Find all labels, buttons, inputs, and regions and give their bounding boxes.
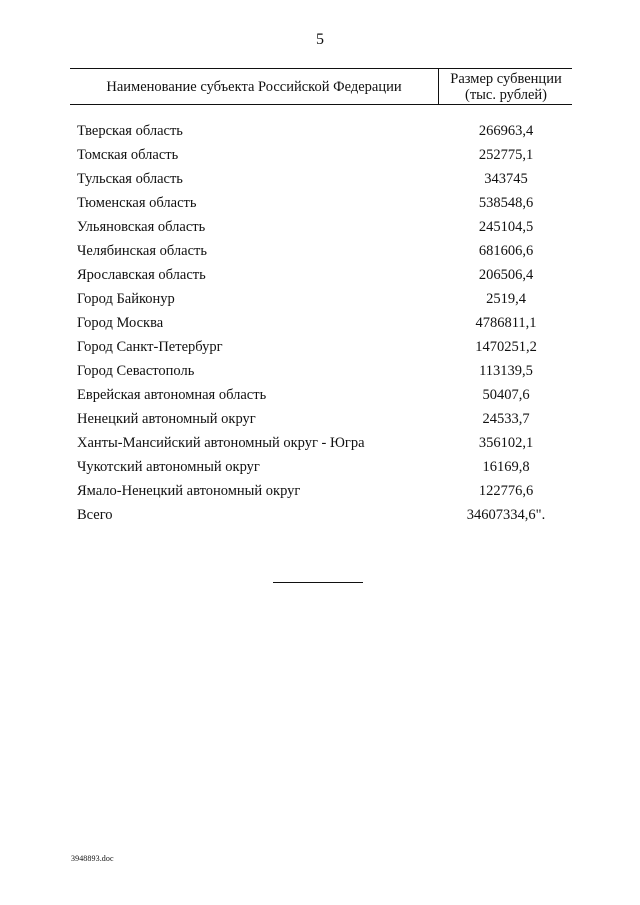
subvention-value: 2519,4 (486, 291, 526, 307)
table-row (0, 312, 640, 336)
table-row (0, 168, 640, 192)
region-name: Еврейская автономная область (77, 387, 267, 403)
region-name: Тверская область (77, 123, 183, 139)
region-name: Город Москва (77, 315, 164, 331)
region-name: Тульская область (77, 171, 183, 187)
region-name: Ханты-Мансийский автономный округ - Югра (77, 435, 365, 451)
total-label: Всего (77, 507, 113, 523)
header-value-line2: (тыс. рублей) (465, 87, 547, 103)
table-row (0, 336, 640, 360)
region-name: Ярославская область (77, 267, 206, 283)
table-row (0, 144, 640, 168)
subvention-value: 4786811,1 (475, 315, 537, 331)
table-row-total (0, 504, 640, 528)
table-row (0, 360, 640, 384)
table-row (0, 216, 640, 240)
subvention-value: 266963,4 (478, 123, 534, 139)
subvention-value: 538548,6 (478, 195, 534, 211)
region-name: Ульяновская область (77, 219, 206, 235)
table-row (0, 120, 640, 144)
table-top-rule (70, 68, 572, 69)
table-row (0, 456, 640, 480)
table-row (0, 408, 640, 432)
region-name: Ненецкий автономный округ (77, 411, 256, 427)
subvention-value: 24533,7 (482, 411, 530, 427)
table-row (0, 288, 640, 312)
header-value-line1: Размер субвенции (450, 71, 562, 87)
region-name: Город Севастополь (77, 363, 195, 379)
region-name: Ямало-Ненецкий автономный округ (77, 483, 301, 499)
end-of-text-rule (273, 582, 363, 583)
total-value: 34607334,6". (466, 507, 546, 523)
region-name: Город Санкт-Петербург (77, 339, 223, 355)
table-row (0, 192, 640, 216)
subvention-value: 206506,4 (478, 267, 534, 283)
region-name: Чукотский автономный округ (77, 459, 260, 475)
table-row (0, 480, 640, 504)
table-row (0, 432, 640, 456)
table-header-bottom-rule (70, 104, 572, 105)
subvention-value: 113139,5 (479, 363, 533, 379)
table-body (0, 120, 640, 528)
subvention-value: 681606,6 (478, 243, 534, 259)
region-name: Томская область (77, 147, 179, 163)
header-column-divider (438, 68, 439, 104)
header-name-column: Наименование субъекта Российской Федерации (106, 79, 402, 95)
subvention-value: 356102,1 (478, 435, 534, 451)
table-row (0, 240, 640, 264)
table-row (0, 264, 640, 288)
subvention-value: 1470251,2 (475, 339, 537, 355)
header-value-column (440, 71, 572, 103)
region-name: Тюменская область (77, 195, 197, 211)
subvention-value: 343745 (484, 171, 528, 187)
subvention-value: 122776,6 (478, 483, 534, 499)
subvention-value: 245104,5 (478, 219, 534, 235)
document-id: 3948893.doc (71, 854, 114, 863)
subvention-value: 50407,6 (482, 387, 530, 403)
region-name: Челябинская область (77, 243, 207, 259)
subvention-value: 252775,1 (478, 147, 534, 163)
region-name: Город Байконур (77, 291, 175, 307)
table-row (0, 384, 640, 408)
subvention-value: 16169,8 (482, 459, 530, 475)
page-number: 5 (316, 31, 324, 48)
